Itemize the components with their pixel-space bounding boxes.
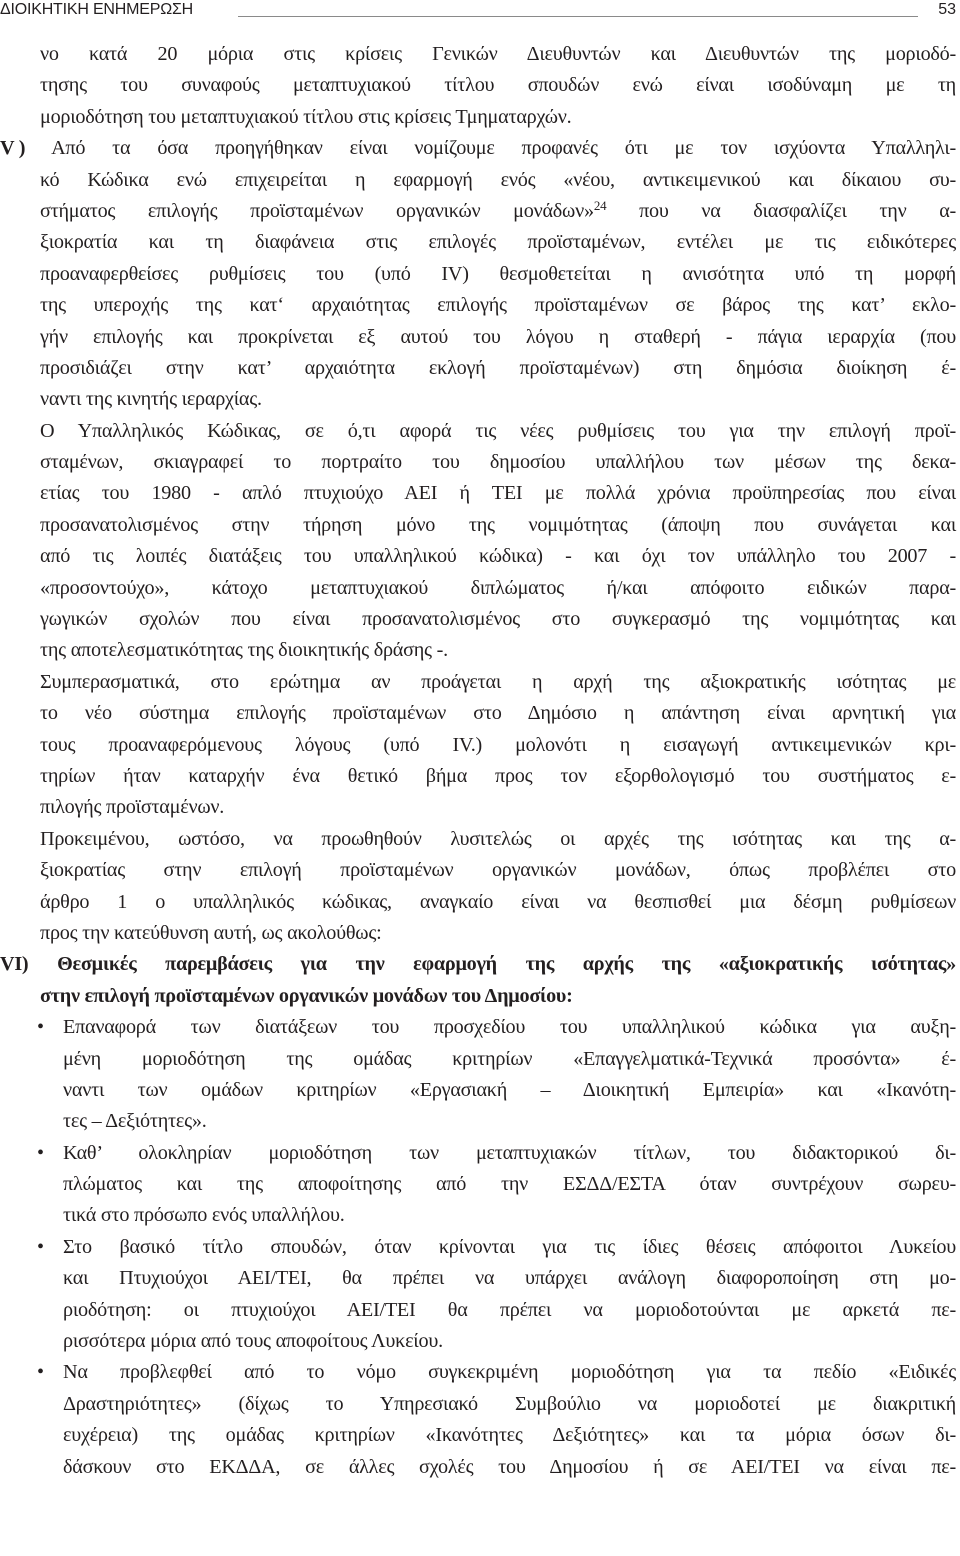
text-line: ναντι της κινητής ιεραρχίας.: [40, 388, 262, 411]
bullet-marker: •: [37, 1141, 44, 1164]
paragraph-therefore: [0, 824, 960, 950]
text-line: προς την κατεύθυνση αυτή, ως ακολούθως:: [40, 921, 382, 944]
list-item: [0, 1357, 960, 1483]
text-line: ετίας του 1980 - απλό πτυχιούχο ΑΕΙ ή ΤΕΙ με πολλά χρόνια προϋπηρεσίας που είναι: [40, 482, 956, 505]
text-line: μοριοδότηση του μεταπτυχιακού τίτλου στις κρίσεις Τμηματαρχών.: [40, 105, 572, 128]
section-vi-label: VI): [0, 953, 29, 976]
section-v-label: V ): [0, 137, 26, 160]
text-line: Δραστηριότητες» (δίχως το Υπηρεσιακό Συμβούλιο να μοριοδοτεί με διακριτική: [63, 1392, 956, 1415]
section-v-first-line: [0, 133, 960, 164]
running-header: [0, 0, 960, 24]
text-line: μένη μοριοδότηση της ομάδας κριτηρίων «Επαγγελματικά-Τεχνικά προσόντα» έ-: [63, 1047, 956, 1070]
section-vi-heading-line: στην επιλογή προϊσταμένων οργανικών μονάδων του Δημοσίου:: [40, 984, 573, 1007]
text-line: Συμπερασματικά, στο ερώτημα αν προάγεται η αρχή της αξιοκρατικής ισότητας με: [40, 670, 956, 693]
text-line: [0, 1012, 960, 1043]
section-v-text: Από τα όσα προηγήθηκαν είναι νομίζουμε προφανές ότι με τον ισχύοντα Υπαλληλι-: [51, 137, 956, 160]
text-line: [0, 1232, 960, 1263]
text-line: [0, 1357, 960, 1388]
text-line: ριοδότηση: οι πτυχιούχοι ΑΕΙ/ΤΕΙ θα πρέπει να μοριοδοτούνται με αρκετά πε-: [63, 1298, 956, 1321]
text-line: ξιοκρατίας στην επιλογή προϊσταμένων οργανικών μονάδων, όπως προβλέπει στο: [40, 859, 956, 882]
text-line: τες – Δεξιότητες».: [63, 1110, 207, 1133]
text-line: και Πτυχιούχοι ΑΕΙ/ΤΕΙ, θα πρέπει να υπάρχει ανάλογη διαφοροποίηση στη μο-: [63, 1267, 956, 1290]
text-line: σταμένων, σκιαγραφεί το πορτραίτο του δημοσίου υπαλλήλου των μέσων της δεκα-: [40, 451, 956, 474]
bullet-list: [0, 1012, 960, 1483]
text-line: πιλογής προϊσταμένων.: [40, 796, 225, 819]
paragraph-code: [0, 416, 960, 667]
text-line: άρθρο 1 ο υπαλληλικός κώδικας, αναγκαίο είναι να θεσπισθεί μια δέσμη ρυθμίσεων: [40, 890, 956, 913]
list-item: [0, 1138, 960, 1232]
text-segment: Επαναφορά των διατάξεων του προσχεδίου του υπαλληλικού κώδικα για αυξη-: [63, 1016, 956, 1039]
text-line: γήν επιλογής και προκρίνεται εξ αυτού του λόγου η σταθερή - πάγια ιεραρχία (που: [40, 325, 956, 348]
page-number: 53: [938, 1, 956, 18]
text-line: προσανατολισμένος στην τήρηση μόνο της νομιμότητας (άποψη που συνάγεται και: [40, 513, 956, 536]
text-line: το νέο σύστημα επιλογής προϊσταμένων στο Δημόσιο η απάντηση είναι αρνητική για: [40, 702, 956, 725]
text-line: της υπεροχής της κατ‘ αρχαιότητας επιλογής προϊσταμένων σε βάρος της κατ’ εκλο-: [40, 294, 956, 317]
text-line: τους προαναφερόμενους λόγους (υπό IV.) μολονότι η εισαγωγή αντικειμενικών κρι-: [40, 733, 956, 756]
text-line: ρισσότερα μόρια από τους αποφοίτους Λυκείου.: [63, 1330, 443, 1353]
text-segment: που να διασφαλίζει την α-: [606, 199, 957, 222]
list-item: [0, 1012, 960, 1138]
bullet-marker: •: [37, 1361, 44, 1384]
page-body: [0, 39, 960, 1483]
text-line: τικά στο πρόσωπο ενός υπαλλήλου.: [63, 1204, 345, 1227]
text-line: ξιοκρατία και τη διαφάνεια στις επιλογές προϊσταμένων, εντέλει με τις ειδικότερες: [40, 231, 956, 254]
text-segment: στήματος επιλογής προϊσταμένων οργανικών μονάδων»: [40, 199, 594, 222]
section-vi-heading-line: [0, 949, 960, 980]
text-line: νο κατά 20 μόρια στις κρίσεις Γενικών Διευθυντών και Διευθυντών της μοριοδό-: [40, 43, 956, 65]
text-line: «προσοντούχο», κάτοχο μεταπτυχιακού διπλώματος ή/και απόφοιτο ειδικών παρα-: [40, 576, 956, 599]
section-vi-heading: [0, 949, 960, 1012]
list-item: [0, 1232, 960, 1358]
intro-paragraph: [0, 39, 960, 133]
text-segment: Να προβλεφθεί από το νόμο συγκεκριμένη μοριοδότηση για τα πεδίο «Ειδικές: [63, 1361, 956, 1384]
text-line: γωγικών σχολών που είναι προσανατολισμένος στο συγκερασμό της νομιμότητας και: [40, 608, 956, 631]
section-vi-title: Θεσμικές παρεμβάσεις για την εφαρμογή της αρχής της «αξιοκρατικής ισότητας»: [57, 953, 957, 976]
text-line: Ο Υπαλληλικός Κώδικας, σε ό,τι αφορά τις νέες ρυθμίσεις του για την επιλογή προϊ-: [40, 419, 956, 442]
paragraph-conclusion: [0, 667, 960, 824]
text-line: Προκειμένου, ωστόσο, να προωθηθούν λυσιτελώς οι αρχές της ισότητας και της α-: [40, 827, 956, 850]
text-line: τησης του συναφούς μεταπτυχιακού τίτλου σπουδών ενώ είναι ισοδύναμη με τη: [40, 74, 956, 97]
text-line: ευχέρεια) της ομάδας κριτηρίων «Ικανότητες Δεξιότητες» και τα μόρια όσων δι-: [63, 1424, 956, 1447]
bullet-marker: •: [37, 1235, 44, 1258]
text-line: προσιδιάζει στην κατ’ αρχαιότητα εκλογή προϊσταμένων) στη δημόσια διοίκηση έ-: [40, 356, 956, 379]
section-v: [0, 133, 960, 416]
running-header-title: ΔΙΟΙΚΗΤΙΚΗ ΕΝΗΜΕΡΩΣΗ: [0, 1, 194, 18]
text-line: ναντι των ομάδων κριτηρίων «Εργασιακή – Διοικητική Εμπειρία» και «Ικανότη-: [63, 1078, 956, 1101]
text-line: πλώματος και της αποφοίτησης από την ΕΣΔΔ/ΕΣΤΑ όταν συντρέχουν σωρευ-: [63, 1173, 956, 1196]
text-line: [0, 1138, 960, 1169]
text-segment: Καθ’ ολοκληρίαν μοριοδότηση των μεταπτυχιακών τίτλων, του διδακτορικού δι-: [63, 1141, 956, 1164]
header-divider: [238, 16, 918, 17]
text-line: προαναφερθείσες ρυθμίσεις του (υπό IV) θεσμοθετείται η ανισότητα υπό τη μορφή: [40, 262, 956, 285]
text-line: κό Κώδικα ενώ επιχειρείται η εφαρμογή ενός «νέου, αντικειμενικού και δίκαιου συ-: [40, 168, 956, 191]
text-line: δάσκουν στο ΕΚΔΔΑ, σε άλλες σχολές του Δημοσίου ή σε ΑΕΙ/ΤΕΙ να είναι πε-: [63, 1455, 956, 1478]
text-line-with-footnote: [0, 196, 960, 227]
text-line: τηρίων ήταν καταρχήν ένα θετικό βήμα προς τον εξορθολογισμό του συστήματος ε-: [40, 764, 956, 787]
text-segment: Στο βασικό τίτλο σπουδών, όταν κρίνονται για τις ίδιες θέσεις απόφοιτοι Λυκείου: [63, 1235, 956, 1258]
text-line: από τις λοιπές διατάξεις του υπαλληλικού κώδικα) - και όχι τον υπάλληλο του 2007 -: [40, 545, 956, 568]
text-line: της αποτελεσματικότητας της διοικητικής δράσης -.: [40, 639, 448, 662]
footnote-ref: 24: [593, 197, 607, 213]
bullet-marker: •: [37, 1016, 44, 1039]
